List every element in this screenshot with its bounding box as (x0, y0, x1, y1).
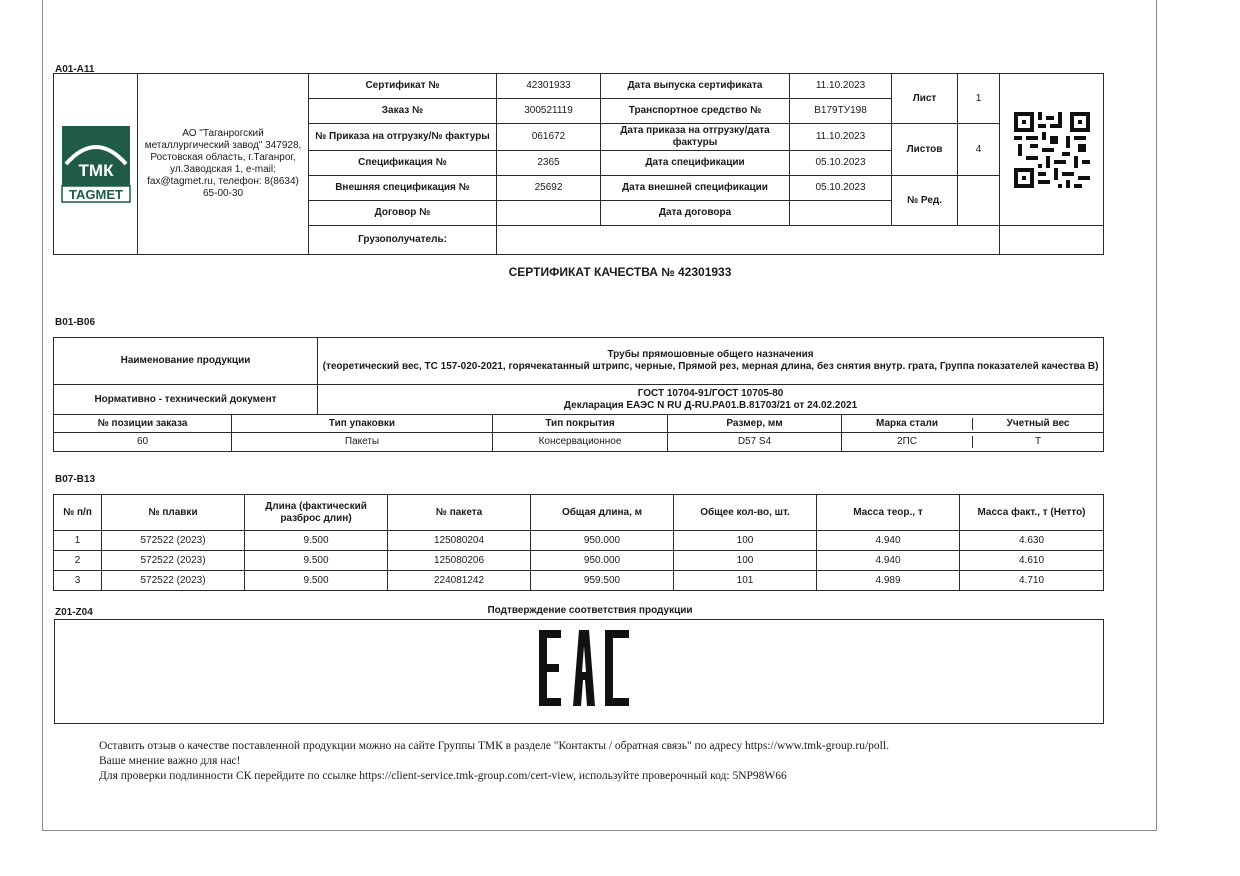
cert-no-label: Сертификат № (309, 74, 497, 99)
batch-cell: 4.630 (960, 531, 1104, 551)
product-name-label: Наименование продукции (54, 338, 318, 385)
batch-cell: 100 (674, 531, 817, 551)
product-col-header (842, 415, 1104, 433)
batch-col-header: № плавки (102, 495, 245, 531)
normative-doc-label: Нормативно - технический документ (54, 385, 318, 415)
section-label-a: A01-A11 (55, 64, 95, 75)
batch-col-header: Длина (фактический разброс длин) (245, 495, 388, 531)
ship-order-date-value: 11.10.2023 (790, 124, 892, 151)
verification-text: Для проверки подлинности СК перейдите по ссылке https://client-service.tmk-group.com/cert-view, используйте проверочный код: 5NP98W66 (99, 770, 787, 782)
transport-label: Транспортное средство № (601, 99, 790, 124)
normative-doc-value (318, 385, 1104, 415)
table-row (54, 551, 1104, 571)
batch-cell: 2 (54, 551, 102, 571)
product-cell: Пакеты (232, 433, 493, 452)
product-cell: D57 S4 (668, 433, 842, 452)
logo-cell (54, 74, 138, 255)
contract-value (497, 201, 601, 226)
batch-cell: 572522 (2023) (102, 551, 245, 571)
table-row (54, 531, 1104, 551)
tmk-logo (60, 124, 132, 204)
spec-date-value: 05.10.2023 (790, 151, 892, 176)
batch-col-header: № пакета (388, 495, 531, 531)
ship-order-date-label: Дата приказа на отгрузку/дата фактуры (601, 124, 790, 151)
batch-cell: 4.940 (817, 551, 960, 571)
revision-label: № Ред. (892, 176, 958, 226)
ship-order-value: 061672 (497, 124, 601, 151)
batch-cell: 4.710 (960, 571, 1104, 591)
section-label-b2: B07-B13 (55, 474, 96, 485)
contract-date-value (790, 201, 892, 226)
product-cell: 60 (54, 433, 232, 452)
section-label-b: B01-B06 (55, 317, 96, 328)
product-cell (842, 433, 1104, 452)
product-col-header-steel: Марка стали (842, 418, 973, 430)
table-row (54, 571, 1104, 591)
product-col-header: Размер, мм (668, 415, 842, 433)
product-name-value (318, 338, 1104, 385)
spec-date-label: Дата спецификации (601, 151, 790, 176)
batch-cell: 9.500 (245, 531, 388, 551)
product-table (53, 337, 1104, 452)
svg-text:TAGMET: TAGMET (68, 187, 123, 202)
order-label: Заказ № (309, 99, 497, 124)
ext-spec-date-label: Дата внешней спецификации (601, 176, 790, 201)
sheets-value: 4 (958, 124, 1000, 176)
transport-value: В179ТУ198 (790, 99, 892, 124)
batch-cell: 572522 (2023) (102, 531, 245, 551)
batch-col-header: Общая длина, м (531, 495, 674, 531)
product-col-header: № позиции заказа (54, 415, 232, 433)
conformity-title: Подтверждение соответствия продукции (487, 605, 693, 616)
batch-cell: 1 (54, 531, 102, 551)
qr-cell (1000, 74, 1104, 226)
qr-cell-bottom (1000, 226, 1104, 255)
contract-label: Договор № (309, 201, 497, 226)
batch-col-header: № п/п (54, 495, 102, 531)
spec-label: Спецификация № (309, 151, 497, 176)
eac-mark-icon (539, 630, 629, 706)
ext-spec-date-value: 05.10.2023 (790, 176, 892, 201)
product-col-header: Тип упаковки (232, 415, 493, 433)
batch-cell: 100 (674, 551, 817, 571)
product-name-line1: Трубы прямошовные общего назначения (607, 349, 814, 360)
sheets-label: Листов (892, 124, 958, 176)
batch-cell: 572522 (2023) (102, 571, 245, 591)
batch-cell: 950.000 (531, 531, 674, 551)
issue-date-value: 11.10.2023 (790, 74, 892, 99)
batch-cell: 125080204 (388, 531, 531, 551)
issue-date-label: Дата выпуска сертификата (601, 74, 790, 99)
product-name-line2: (теоретический вес, ТС 157-020-2021, горячекатанный штрипс, черные, Прямой рез, мерная длина, без снятия внутр. грата, Группа показателей качества В) (322, 361, 1099, 372)
contract-date-label: Дата договора (601, 201, 790, 226)
revision-value (958, 176, 1000, 226)
feedback-text: Оставить отзыв о качестве поставленной продукции можно на сайте Группы ТМК в разделе "Контакты / обратная связь" по адресу https://www.tmk-group.ru/poll. (99, 740, 889, 752)
section-label-z: Z01-Z04 (55, 607, 93, 618)
product-cell-steel: 2ПС (842, 436, 973, 448)
product-cell-weight: Т (1034, 436, 1042, 447)
normative-doc-line1: ГОСТ 10704-91/ГОСТ 10705-80 (637, 387, 784, 399)
sheet-label: Лист (892, 74, 958, 124)
batch-col-header: Масса факт., т (Нетто) (960, 495, 1104, 531)
batch-cell: 101 (674, 571, 817, 591)
ext-spec-value: 25692 (497, 176, 601, 201)
consignee-label: Грузополучатель: (309, 226, 497, 255)
cert-no-value: 42301933 (497, 74, 601, 99)
consignee-value (497, 226, 1000, 255)
batch-cell: 125080206 (388, 551, 531, 571)
svg-text:ТМК: ТМК (78, 161, 113, 180)
product-col-header-weight: Учетный вес (1006, 417, 1070, 429)
batch-col-header: Масса теор., т (817, 495, 960, 531)
document-title: СЕРТИФИКАТ КАЧЕСТВА № 42301933 (508, 265, 732, 279)
batch-cell: 950.000 (531, 551, 674, 571)
batch-cell: 4.940 (817, 531, 960, 551)
batch-cell: 224081242 (388, 571, 531, 591)
normative-doc-line2: Декларация ЕАЭС N RU Д-RU.PA01.B.81703/21 от 24.02.2021 (563, 399, 858, 411)
qr-code-icon (1014, 112, 1090, 188)
order-value: 300521119 (497, 99, 601, 124)
spec-value: 2365 (497, 151, 601, 176)
batch-cell: 4.610 (960, 551, 1104, 571)
batch-cell: 4.989 (817, 571, 960, 591)
header-table (53, 73, 1104, 255)
batch-col-header: Общее кол-во, шт. (674, 495, 817, 531)
product-col-header: Тип покрытия (493, 415, 668, 433)
batches-table (53, 494, 1104, 591)
feedback-note: Ваше мнение важно для нас! (99, 755, 241, 767)
product-cell: Консервационное (493, 433, 668, 452)
batch-cell: 3 (54, 571, 102, 591)
sheet-value: 1 (958, 74, 1000, 124)
batch-cell: 959.500 (531, 571, 674, 591)
batch-cell: 9.500 (245, 571, 388, 591)
company-info: АО "Таганрогский металлургический завод" 347928, Ростовская область, г.Таганрог, ул.Заводская 1, e-mail: fax@tagmet.ru, телефон: 8(8634) 65-00-30 (138, 74, 309, 255)
batch-cell: 9.500 (245, 551, 388, 571)
ship-order-label: № Приказа на отгрузку/№ фактуры (309, 124, 497, 151)
ext-spec-label: Внешняя спецификация № (309, 176, 497, 201)
